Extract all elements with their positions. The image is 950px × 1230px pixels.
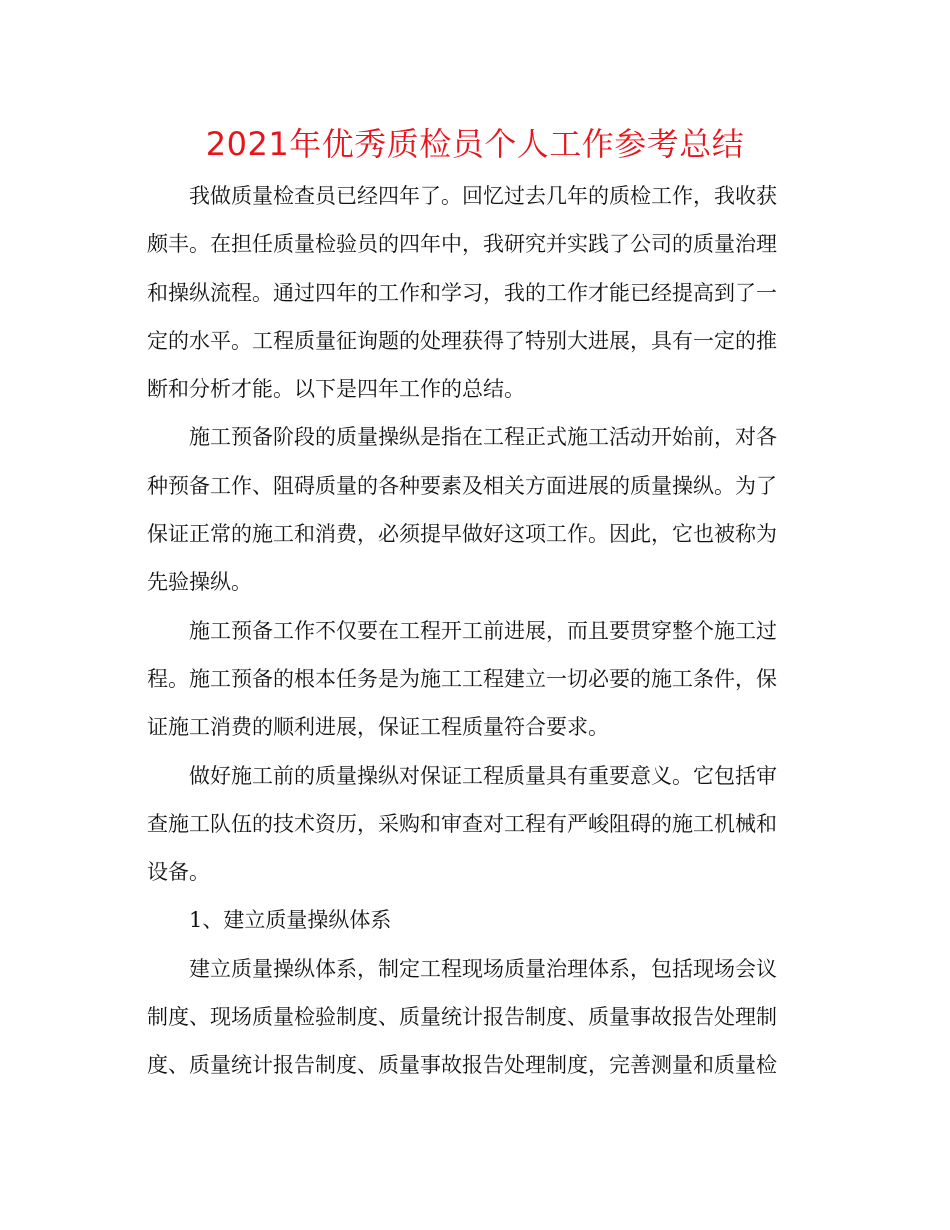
paragraph-line: 查施工队伍的技术资历，采购和审查对工程有严峻阻碍的施工机械和 xyxy=(147,811,777,836)
paragraph-line: 保证正常的施工和消费，必须提早做好这项工作。因此，它也被称为 xyxy=(147,522,777,547)
document-body xyxy=(147,172,807,1090)
paragraph-line: 断和分析才能。以下是四年工作的总结。 xyxy=(147,377,525,402)
paragraph-line: 证施工消费的顺利进展，保证工程质量符合要求。 xyxy=(147,715,609,740)
paragraph-line: 种预备工作、阻碍质量的各种要素及相关方面进展的质量操纵。为了 xyxy=(147,473,777,498)
paragraph-line: 施工预备工作不仅要在工程开工前进展，而且要贯穿整个施工过 xyxy=(189,618,777,643)
paragraph-line: 先验操纵。 xyxy=(147,570,252,595)
paragraph-line: 施工预备阶段的质量操纵是指在工程正式施工活动开始前，对各 xyxy=(189,425,777,450)
paragraph-line: 我做质量检查员已经四年了。回忆过去几年的质检工作，我收获 xyxy=(189,184,777,208)
paragraph-line: 建立质量操纵体系，制定工程现场质量治理体系，包括现场会议 xyxy=(189,956,777,981)
section-heading: 1、建立质量操纵体系 xyxy=(189,908,392,933)
paragraph-line: 制度、现场质量检验制度、质量统计报告制度、质量事故报告处理制 xyxy=(147,1005,777,1030)
paragraph-line: 度、质量统计报告制度、质量事故报告处理制度，完善测量和质量检 xyxy=(147,1053,777,1078)
paragraph-line: 程。施工预备的根本任务是为施工工程建立一切必要的施工条件，保 xyxy=(147,666,777,691)
paragraph-line: 设备。 xyxy=(147,860,210,885)
paragraph-line: 和操纵流程。通过四年的工作和学习，我的工作才能已经提高到了一 xyxy=(147,280,777,305)
paragraph-line: 定的水平。工程质量征询题的处理获得了特别大进展，具有一定的推 xyxy=(147,328,777,353)
document-title: 2021年优秀质检员个人工作参考总结 xyxy=(205,125,745,163)
paragraph-line: 颇丰。在担任质量检验员的四年中，我研究并实践了公司的质量治理 xyxy=(147,232,777,257)
paragraph-line: 做好施工前的质量操纵对保证工程质量具有重要意义。它包括审 xyxy=(189,763,777,788)
